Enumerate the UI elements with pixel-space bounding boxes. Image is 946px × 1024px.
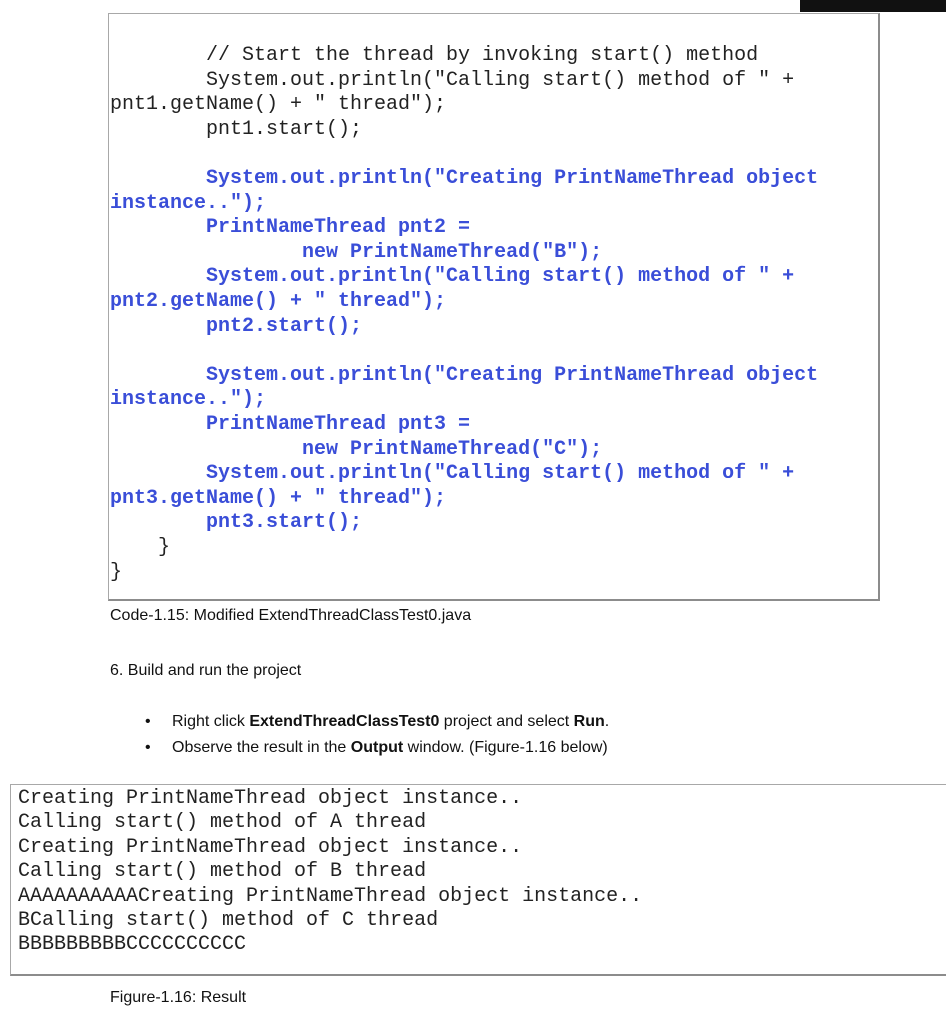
code-line: } bbox=[110, 536, 171, 559]
output-line: BCalling start() method of C thread bbox=[18, 909, 439, 932]
code-line: PrintNameThread pnt2 = bbox=[110, 216, 471, 240]
code-line: System.out.println("Creating PrintNameThread object bbox=[110, 363, 819, 387]
code-line: PrintNameThread pnt3 = bbox=[110, 413, 471, 436]
output-line: Calling start() method of B thread bbox=[18, 860, 427, 884]
code-line: instance.."); bbox=[110, 191, 267, 215]
output-line: Creating PrintNameThread object instance.. bbox=[18, 835, 523, 859]
code-line: } bbox=[110, 560, 123, 584]
code-line: pnt1.start(); bbox=[110, 117, 363, 141]
code-line: System.out.println("Calling start() method of " + bbox=[110, 462, 795, 486]
bullet-dot: • bbox=[145, 713, 151, 730]
figure-caption: Figure-1.16: Result bbox=[110, 989, 247, 1006]
code-line: new PrintNameThread("C"); bbox=[110, 437, 603, 461]
code-line: pnt2.getName() + " thread"); bbox=[110, 290, 447, 313]
code-line: System.out.println("Calling start() method of " + bbox=[110, 68, 795, 92]
code-line: pnt3.start(); bbox=[110, 511, 363, 535]
code-line: System.out.println("Creating PrintNameThread object bbox=[110, 167, 819, 190]
code-line: pnt3.getName() + " thread"); bbox=[110, 486, 447, 510]
output-line: Calling start() method of A thread bbox=[18, 811, 427, 835]
bullet-item-observe: Observe the result in the Output window. (Figure-1.16 below) bbox=[172, 739, 608, 756]
output-line: AAAAAAAAAACreating PrintNameThread object instance.. bbox=[18, 884, 643, 908]
code-line: System.out.println("Calling start() method of " + bbox=[110, 265, 795, 289]
code-line: new PrintNameThread("B"); bbox=[110, 240, 603, 264]
code-caption: Code-1.15: Modified ExtendThreadClassTest0.java bbox=[110, 607, 472, 624]
bullet-dot: • bbox=[145, 739, 151, 756]
code-line: instance.."); bbox=[110, 388, 267, 412]
code-line: pnt1.getName() + " thread"); bbox=[110, 93, 447, 117]
page-corner-bar bbox=[800, 0, 946, 12]
code-line: pnt2.start(); bbox=[110, 314, 363, 338]
output-line: Creating PrintNameThread object instance.. bbox=[18, 787, 523, 810]
bullet-item-run: Right click ExtendThreadClassTest0 project and select Run. bbox=[172, 713, 610, 730]
output-line: BBBBBBBBBCCCCCCCCCC bbox=[18, 933, 247, 957]
step-heading: 6. Build and run the project bbox=[110, 662, 302, 679]
code-line: // Start the thread by invoking start() method bbox=[110, 44, 759, 67]
